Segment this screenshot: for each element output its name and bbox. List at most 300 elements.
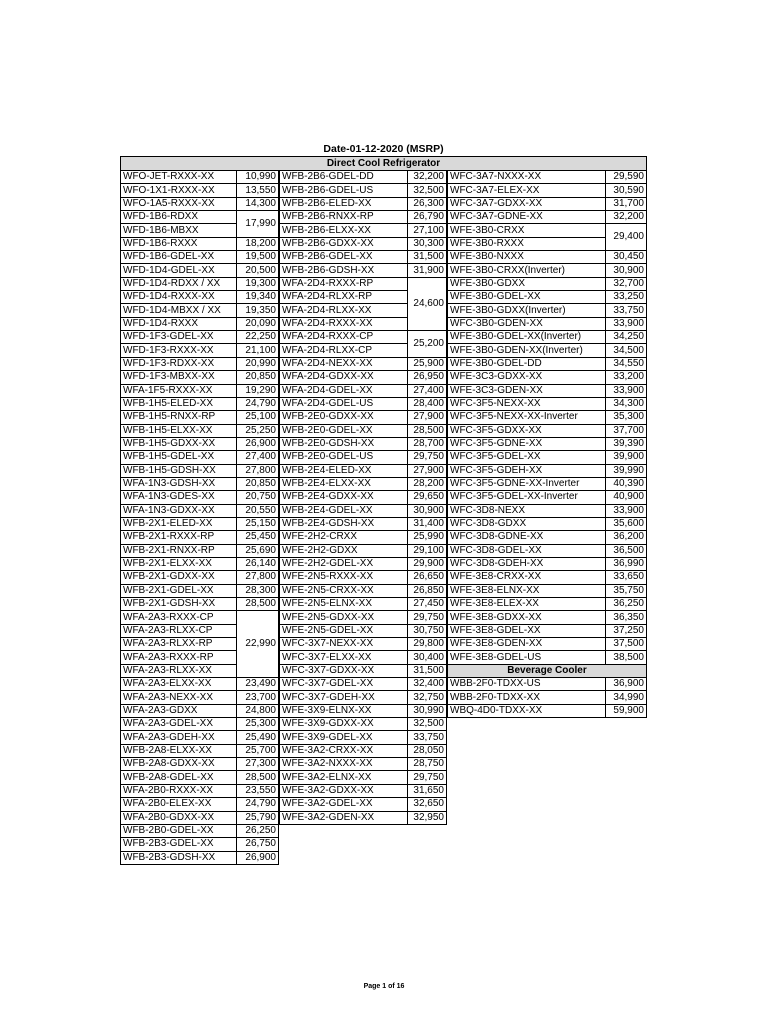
price-cell: 25,790 [237, 811, 279, 824]
price-cell: 28,500 [408, 424, 447, 437]
table-row [448, 384, 647, 397]
model-cell: WFA-1F5-RXXX-XX [121, 384, 237, 397]
price-cell: 28,500 [237, 598, 279, 611]
table-row [280, 557, 447, 570]
table-row [448, 517, 647, 530]
model-cell: WFB-2X1-RXXX-RP [121, 531, 237, 544]
price-cell: 26,250 [237, 824, 279, 837]
table-row [121, 451, 279, 464]
model-cell: WFE-3C3-GDEN-XX [448, 384, 606, 397]
price-cell: 19,290 [237, 384, 279, 397]
table-row [280, 184, 447, 197]
table-row [448, 264, 647, 277]
model-cell: WFB-2A8-GDXX-XX [121, 758, 237, 771]
model-cell: WFA-2B0-ELEX-XX [121, 798, 237, 811]
price-cell: 20,750 [237, 491, 279, 504]
model-cell: WFB-2B6-GDEL-US [280, 184, 408, 197]
model-cell: WFA-2D4-GDEL-XX [280, 384, 408, 397]
model-cell: WFB-2E4-ELED-XX [280, 464, 408, 477]
model-cell: WFB-2X1-RNXX-RP [121, 544, 237, 557]
table-row [448, 678, 647, 691]
model-cell: WFE-3B0-GDXX(Inverter) [448, 304, 606, 317]
price-cell: 33,650 [606, 571, 647, 584]
table-row [121, 557, 279, 570]
model-cell: WFC-3F5-NEXX-XX [448, 397, 606, 410]
price-cell: 32,700 [606, 277, 647, 290]
table-row [121, 504, 279, 517]
model-cell: WFA-2D4-GDEL-US [280, 397, 408, 410]
price-cell: 29,800 [408, 638, 447, 651]
model-cell: WFB-2B6-RNXX-RP [280, 211, 408, 224]
model-cell: WFC-3B0-GDEN-XX [448, 317, 606, 330]
model-cell: WFA-2A3-RLXX-RP [121, 638, 237, 651]
table-row [121, 277, 279, 290]
table-row [121, 251, 279, 264]
table-row [280, 811, 447, 824]
price-cell: 39,390 [606, 437, 647, 450]
page-title: Date-01-12-2020 (MSRP) [323, 143, 444, 155]
table-row [280, 437, 447, 450]
model-cell: WFA-2A3-RXXX-CP [121, 611, 237, 624]
price-cell: 34,550 [606, 357, 647, 370]
table-row [448, 691, 647, 704]
table-row [121, 317, 279, 330]
table-row [121, 384, 279, 397]
model-cell: WFB-1H5-ELED-XX [121, 397, 237, 410]
model-cell: WFA-2A3-ELXX-XX [121, 678, 237, 691]
table-row [121, 344, 279, 357]
model-cell: WFC-3D8-NEXX [448, 504, 606, 517]
table-row [121, 411, 279, 424]
model-cell: WFB-2A8-ELXX-XX [121, 744, 237, 757]
price-cell: 39,990 [606, 464, 647, 477]
table-row [121, 838, 279, 851]
table-row [280, 624, 447, 637]
model-cell: WFB-2E4-ELXX-XX [280, 477, 408, 490]
price-cell: 33,250 [606, 291, 647, 304]
model-cell: WFE-3B0-GDEL-XX(Inverter) [448, 331, 606, 344]
model-cell: WFC-3D8-GDXX [448, 517, 606, 530]
price-cell: 24,790 [237, 798, 279, 811]
model-cell: WFE-3A2-ELNX-XX [280, 771, 408, 784]
model-cell: WFD-1F3-RDXX-XX [121, 357, 237, 370]
table-row [121, 371, 279, 384]
price-cell: 37,500 [606, 638, 647, 651]
price-cell: 26,900 [237, 851, 279, 864]
model-cell: WFB-2B3-GDEL-XX [121, 838, 237, 851]
price-cell: 32,500 [408, 718, 447, 731]
price-cell: 39,900 [606, 451, 647, 464]
section-header: Beverage Cooler [448, 664, 647, 677]
price-cell: 30,900 [606, 264, 647, 277]
model-cell: WFE-2H2-CRXX [280, 531, 408, 544]
table-row [448, 464, 647, 477]
table-row [448, 477, 647, 490]
model-cell: WFC-3X7-GDEL-XX [280, 678, 408, 691]
table-row [280, 744, 447, 757]
table-row [121, 357, 279, 370]
model-cell: WFB-2B6-GDXX-XX [280, 237, 408, 250]
price-cell: 29,400 [606, 224, 647, 251]
price-cell: 20,850 [237, 371, 279, 384]
model-cell: WFC-3D8-GDNE-XX [448, 531, 606, 544]
table-row [280, 651, 447, 664]
table-row [448, 437, 647, 450]
model-cell: WFA-2A3-GDEH-XX [121, 731, 237, 744]
table-row [121, 491, 279, 504]
price-cell: 35,750 [606, 584, 647, 597]
price-cell: 24,800 [237, 704, 279, 717]
table-row [280, 664, 447, 677]
table-row [121, 291, 279, 304]
price-cell: 27,300 [237, 758, 279, 771]
price-cell: 27,400 [408, 384, 447, 397]
table-row [121, 691, 279, 704]
table-row [448, 224, 647, 237]
model-cell: WFE-2N5-GDEL-XX [280, 624, 408, 637]
price-cell: 36,990 [606, 557, 647, 570]
price-cell: 25,900 [408, 357, 447, 370]
model-cell: WFO-JET-RXXX-XX [121, 171, 237, 184]
model-cell: WFB-2B6-ELXX-XX [280, 224, 408, 237]
table-row [448, 277, 647, 290]
price-cell: 27,900 [408, 411, 447, 424]
table-row [280, 331, 447, 344]
table-row [121, 744, 279, 757]
model-cell: WFA-2D4-RLXX-XX [280, 304, 408, 317]
table-row [280, 197, 447, 210]
table-row [448, 624, 647, 637]
model-cell: WFC-3D8-GDEH-XX [448, 557, 606, 570]
table-row [280, 758, 447, 771]
price-cell: 25,100 [237, 411, 279, 424]
table-row [280, 544, 447, 557]
table-row [448, 557, 647, 570]
model-cell: WFA-2A3-RXXX-RP [121, 651, 237, 664]
model-cell: WFC-3F5-GDEL-XX-Inverter [448, 491, 606, 504]
price-cell: 13,550 [237, 184, 279, 197]
table-row [448, 664, 647, 677]
price-cell: 17,990 [237, 211, 279, 238]
price-cell: 33,750 [606, 304, 647, 317]
table-row [448, 424, 647, 437]
model-cell: WFB-2B6-GDSH-XX [280, 264, 408, 277]
price-cell: 26,750 [237, 838, 279, 851]
price-cell: 32,200 [408, 171, 447, 184]
table-row [121, 824, 279, 837]
table-row [448, 491, 647, 504]
price-cell: 35,600 [606, 517, 647, 530]
table-row [448, 344, 647, 357]
table-row [280, 798, 447, 811]
table-row [448, 331, 647, 344]
model-cell: WFB-2E0-GDEL-XX [280, 424, 408, 437]
model-cell: WFE-3X9-ELNX-XX [280, 704, 408, 717]
table-row [280, 517, 447, 530]
table-row [121, 477, 279, 490]
model-cell: WFA-2D4-RXXX-XX [280, 317, 408, 330]
table-row [280, 571, 447, 584]
model-cell: WFE-3B0-GDEL-DD [448, 357, 606, 370]
price-cell: 32,650 [408, 798, 447, 811]
price-cell: 25,700 [237, 744, 279, 757]
model-cell: WFE-3B0-GDEL-XX [448, 291, 606, 304]
model-cell: WFA-2D4-RXXX-CP [280, 331, 408, 344]
table-row [121, 584, 279, 597]
price-cell: 29,750 [408, 771, 447, 784]
price-cell: 40,390 [606, 477, 647, 490]
price-cell: 26,650 [408, 571, 447, 584]
price-cell: 27,800 [237, 464, 279, 477]
table-row [121, 264, 279, 277]
model-cell: WFB-2X1-GDEL-XX [121, 584, 237, 597]
price-cell: 33,750 [408, 731, 447, 744]
model-cell: WBB-2F0-TDXX-US [448, 678, 606, 691]
price-cell: 19,300 [237, 277, 279, 290]
table-row [448, 371, 647, 384]
price-cell: 23,490 [237, 678, 279, 691]
price-cell: 26,850 [408, 584, 447, 597]
model-cell: WFC-3X7-GDEH-XX [280, 691, 408, 704]
table-row [121, 237, 279, 250]
model-cell: WFC-3F5-GDNE-XX [448, 437, 606, 450]
table-row [448, 611, 647, 624]
model-cell: WFA-2D4-GDXX-XX [280, 371, 408, 384]
model-cell: WFB-2A8-GDEL-XX [121, 771, 237, 784]
price-cell: 35,300 [606, 411, 647, 424]
table-row [280, 397, 447, 410]
model-cell: WFD-1B6-RDXX [121, 211, 237, 224]
model-cell: WFA-2D4-NEXX-XX [280, 357, 408, 370]
price-cell: 31,500 [408, 664, 447, 677]
table-row [448, 704, 647, 717]
model-cell: WFE-2N5-ELNX-XX [280, 598, 408, 611]
price-cell: 23,700 [237, 691, 279, 704]
model-cell: WFC-3D8-GDEL-XX [448, 544, 606, 557]
model-cell: WFB-2B6-ELED-XX [280, 197, 408, 210]
table-row [280, 638, 447, 651]
table-row [280, 704, 447, 717]
table-row [280, 504, 447, 517]
price-cell: 36,250 [606, 598, 647, 611]
model-cell: WFD-1F3-MBXX-XX [121, 371, 237, 384]
table-row [448, 571, 647, 584]
price-cell: 28,400 [408, 397, 447, 410]
price-cell: 25,690 [237, 544, 279, 557]
table-row [280, 464, 447, 477]
table-row [280, 357, 447, 370]
price-cell: 38,500 [606, 651, 647, 664]
price-cell: 25,200 [408, 331, 447, 358]
price-cell: 29,750 [408, 611, 447, 624]
table-row [280, 771, 447, 784]
price-cell: 26,300 [408, 197, 447, 210]
model-cell: WFB-2X1-ELXX-XX [121, 557, 237, 570]
model-cell: WFB-2B0-GDEL-XX [121, 824, 237, 837]
price-cell: 19,500 [237, 251, 279, 264]
model-cell: WFD-1D4-RDXX / XX [121, 277, 237, 290]
table-row [280, 691, 447, 704]
model-cell: WFE-2H2-GDEL-XX [280, 557, 408, 570]
model-cell: WFB-1H5-RNXX-RP [121, 411, 237, 424]
price-table-column-3 [447, 170, 647, 718]
table-row [121, 424, 279, 437]
price-cell: 28,750 [408, 758, 447, 771]
model-cell: WFA-2D4-RLXX-CP [280, 344, 408, 357]
table-row [121, 331, 279, 344]
table-row [448, 357, 647, 370]
model-cell: WFC-3X7-NEXX-XX [280, 638, 408, 651]
section-header: Direct Cool Refrigerator [120, 156, 647, 171]
price-cell: 25,450 [237, 531, 279, 544]
price-cell: 26,950 [408, 371, 447, 384]
table-row [121, 811, 279, 824]
table-row [448, 211, 647, 224]
price-cell: 30,990 [408, 704, 447, 717]
table-row [121, 678, 279, 691]
model-cell: WFA-1N3-GDES-XX [121, 491, 237, 504]
model-cell: WFB-2B3-GDSH-XX [121, 851, 237, 864]
price-cell: 25,490 [237, 731, 279, 744]
table-row [121, 531, 279, 544]
table-row [121, 718, 279, 731]
model-cell: WFE-3E8-GDXX-XX [448, 611, 606, 624]
table-row [280, 237, 447, 250]
model-cell: WFE-3C3-GDXX-XX [448, 371, 606, 384]
price-cell: 33,200 [606, 371, 647, 384]
model-cell: WBB-2F0-TDXX-XX [448, 691, 606, 704]
model-cell: WFB-2E0-GDSH-XX [280, 437, 408, 450]
table-row [280, 384, 447, 397]
price-cell: 34,990 [606, 691, 647, 704]
model-cell: WFC-3F5-NEXX-XX-Inverter [448, 411, 606, 424]
price-cell: 32,750 [408, 691, 447, 704]
model-cell: WFC-3X7-ELXX-XX [280, 651, 408, 664]
price-cell: 22,990 [237, 611, 279, 678]
price-table-column-1 [120, 170, 279, 865]
model-cell: WFC-3X7-GDXX-XX [280, 664, 408, 677]
price-cell: 23,550 [237, 784, 279, 797]
table-row [121, 571, 279, 584]
model-cell: WFD-1B6-RXXX [121, 237, 237, 250]
price-cell: 30,300 [408, 237, 447, 250]
model-cell: WFB-2E0-GDEL-US [280, 451, 408, 464]
model-cell: WFA-2A3-GDXX [121, 704, 237, 717]
table-row [448, 598, 647, 611]
table-row [448, 411, 647, 424]
model-cell: WFE-3B0-CRXX(Inverter) [448, 264, 606, 277]
price-cell: 36,900 [606, 678, 647, 691]
price-cell: 31,650 [408, 784, 447, 797]
model-cell: WFA-1N3-GDXX-XX [121, 504, 237, 517]
table-row [280, 491, 447, 504]
table-row [448, 317, 647, 330]
model-cell: WFA-2B0-RXXX-XX [121, 784, 237, 797]
page-footer: Page 1 of 16 [363, 983, 405, 990]
price-cell: 20,550 [237, 504, 279, 517]
model-cell: WFE-3A2-GDEL-XX [280, 798, 408, 811]
price-cell: 22,250 [237, 331, 279, 344]
price-cell: 27,450 [408, 598, 447, 611]
table-row [448, 584, 647, 597]
model-cell: WFE-3A2-GDEN-XX [280, 811, 408, 824]
price-cell: 31,400 [408, 517, 447, 530]
price-cell: 40,900 [606, 491, 647, 504]
price-cell: 32,950 [408, 811, 447, 824]
model-cell: WFE-3B0-GDXX [448, 277, 606, 290]
model-cell: WFO-1X1-RXXX-XX [121, 184, 237, 197]
model-cell: WFB-1H5-GDEL-XX [121, 451, 237, 464]
price-table-column-2 [279, 170, 447, 825]
price-cell: 28,300 [237, 584, 279, 597]
price-cell: 31,900 [408, 264, 447, 277]
model-cell: WFE-3B0-RXXX [448, 237, 606, 250]
table-row [280, 251, 447, 264]
price-cell: 20,090 [237, 317, 279, 330]
table-row [121, 611, 279, 624]
model-cell: WFE-3B0-NXXX [448, 251, 606, 264]
model-cell: WFE-3X9-GDXX-XX [280, 718, 408, 731]
table-row [121, 211, 279, 224]
table-row [448, 544, 647, 557]
model-cell: WFC-3F5-GDEL-XX [448, 451, 606, 464]
model-cell: WFB-1H5-ELXX-XX [121, 424, 237, 437]
model-cell: WFB-2X1-GDXX-XX [121, 571, 237, 584]
table-row [121, 197, 279, 210]
table-row [280, 731, 447, 744]
price-cell: 27,100 [408, 224, 447, 237]
table-row [121, 184, 279, 197]
model-cell: WFC-3F5-GDXX-XX [448, 424, 606, 437]
model-cell: WFE-2N5-GDXX-XX [280, 611, 408, 624]
price-cell: 20,990 [237, 357, 279, 370]
table-row [280, 264, 447, 277]
table-row [448, 291, 647, 304]
table-row [280, 371, 447, 384]
price-cell: 59,900 [606, 704, 647, 717]
table-row [280, 171, 447, 184]
price-cell: 28,200 [408, 477, 447, 490]
price-cell: 30,590 [606, 184, 647, 197]
model-cell: WFA-2A3-GDEL-XX [121, 718, 237, 731]
model-cell: WFB-2B6-GDEL-XX [280, 251, 408, 264]
price-cell: 36,500 [606, 544, 647, 557]
table-row [280, 584, 447, 597]
price-cell: 27,800 [237, 571, 279, 584]
price-cell: 26,140 [237, 557, 279, 570]
price-cell: 32,200 [606, 211, 647, 224]
table-row [280, 718, 447, 731]
model-cell: WFE-3A2-NXXX-XX [280, 758, 408, 771]
price-cell: 25,300 [237, 718, 279, 731]
price-cell: 30,750 [408, 624, 447, 637]
table-row [121, 784, 279, 797]
table-row [280, 531, 447, 544]
price-cell: 29,900 [408, 557, 447, 570]
model-cell: WFE-3A2-GDXX-XX [280, 784, 408, 797]
table-row [121, 731, 279, 744]
table-row [121, 771, 279, 784]
model-cell: WFB-1H5-GDXX-XX [121, 437, 237, 450]
model-cell: WFE-2H2-GDXX [280, 544, 408, 557]
price-cell: 32,400 [408, 678, 447, 691]
price-cell: 30,400 [408, 651, 447, 664]
table-row [280, 211, 447, 224]
table-row [280, 224, 447, 237]
table-row [121, 437, 279, 450]
table-row [280, 411, 447, 424]
price-cell: 24,790 [237, 397, 279, 410]
